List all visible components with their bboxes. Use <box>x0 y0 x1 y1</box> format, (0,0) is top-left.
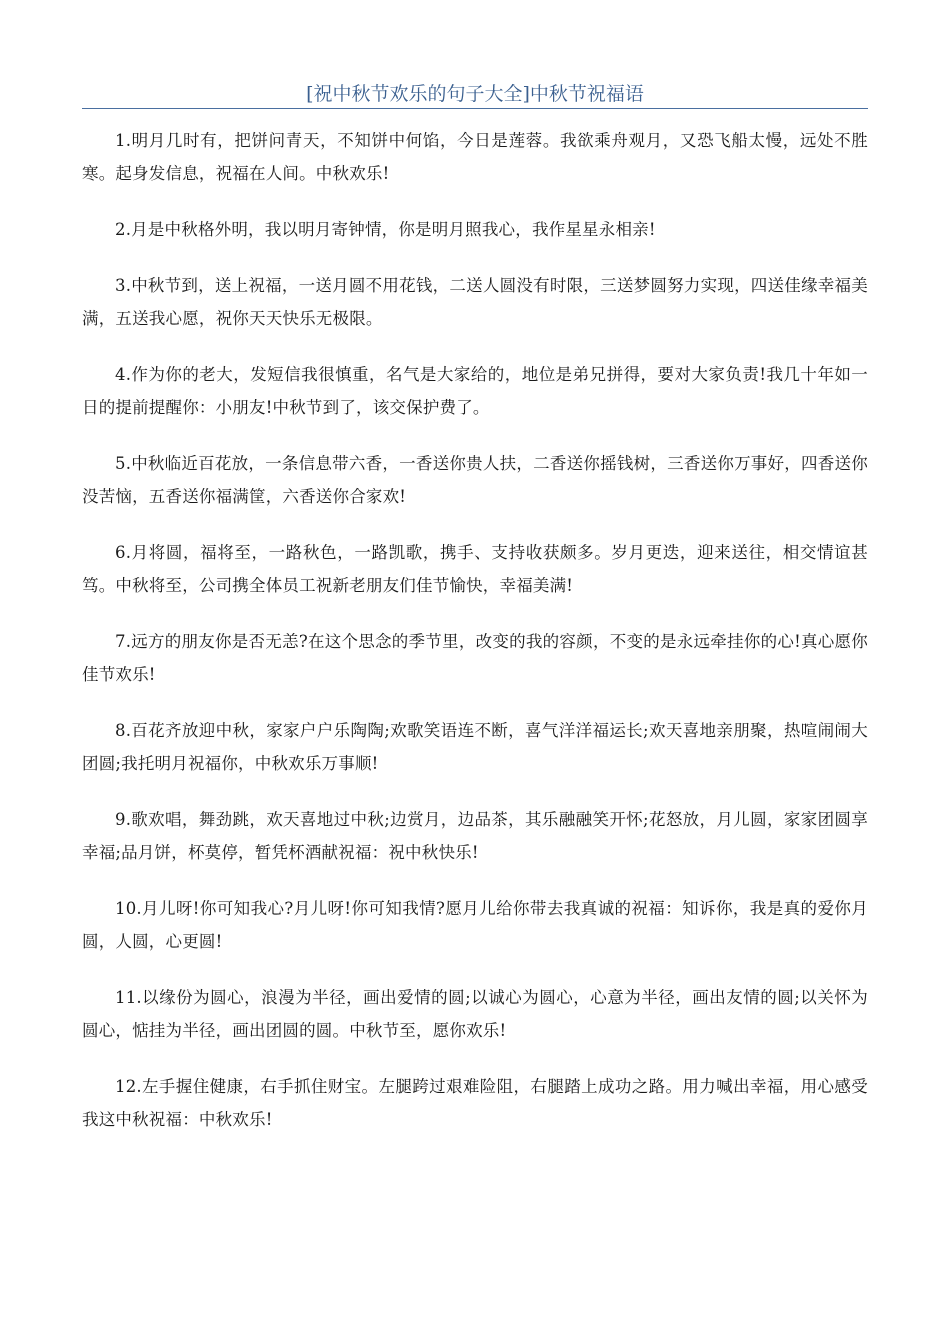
paragraph-12: 12.左手握住健康，右手抓住财宝。左腿跨过艰难险阻，右腿踏上成功之路。用力喊出幸福，用心感受我这中秋祝福：中秋欢乐! <box>82 1077 868 1129</box>
document-body <box>82 124 868 1159</box>
paragraph-4: 4.作为你的老大，发短信我很慎重，名气是大家给的，地位是弟兄拼得，要对大家负责!我几十年如一日的提前提醒你：小朋友!中秋节到了，该交保护费了。 <box>82 365 868 417</box>
page-title: [祝中秋节欢乐的句子大全]中秋节祝福语 <box>306 83 644 105</box>
header-divider <box>82 108 868 109</box>
paragraph-5: 5.中秋临近百花放，一条信息带六香，一香送你贵人扶，二香送你摇钱树，三香送你万事好，四香送你没苦恼，五香送你福满筐，六香送你合家欢! <box>82 454 868 506</box>
paragraph-11: 11.以缘份为圆心，浪漫为半径，画出爱情的圆;以诚心为圆心，心意为半径，画出友情的圆;以关怀为圆心，惦挂为半径，画出团圆的圆。中秋节至，愿你欢乐! <box>82 988 868 1040</box>
paragraph-9: 9.歌欢唱，舞劲跳，欢天喜地过中秋;边赏月，边品茶，其乐融融笑开怀;花怒放，月儿圆，家家团圆享幸福;品月饼，杯莫停，暂凭杯酒献祝福：祝中秋快乐! <box>82 810 868 862</box>
paragraph-3: 3.中秋节到，送上祝福，一送月圆不用花钱，二送人圆没有时限，三送梦圆努力实现，四送佳缘幸福美满，五送我心愿，祝你天天快乐无极限。 <box>82 276 868 328</box>
paragraph-8: 8.百花齐放迎中秋，家家户户乐陶陶;欢歌笑语连不断，喜气洋洋福运长;欢天喜地亲朋聚，热喧闹闹大团圆;我托明月祝福你，中秋欢乐万事顺! <box>82 721 868 773</box>
paragraph-1: 1.明月几时有，把饼问青天，不知饼中何馅，今日是莲蓉。我欲乘舟观月，又恐飞船太慢，远处不胜寒。起身发信息，祝福在人间。中秋欢乐! <box>82 131 868 183</box>
paragraph-6: 6.月将圆，福将至，一路秋色，一路凯歌，携手、支持收获颇多。岁月更迭，迎来送往，相交情谊甚笃。中秋将至，公司携全体员工祝新老朋友们佳节愉快，幸福美满! <box>82 543 868 595</box>
paragraph-2: 2.月是中秋格外明，我以明月寄钟情，你是明月照我心，我作星星永相亲! <box>115 220 656 239</box>
paragraph-7: 7.远方的朋友你是否无恙?在这个思念的季节里，改变的我的容颜，不变的是永远牵挂你的心!真心愿你佳节欢乐! <box>82 632 868 684</box>
paragraph-10: 10.月儿呀!你可知我心?月儿呀!你可知我情?愿月儿给你带去我真诚的祝福：知诉你，我是真的爱你月圆，人圆，心更圆! <box>82 899 868 951</box>
